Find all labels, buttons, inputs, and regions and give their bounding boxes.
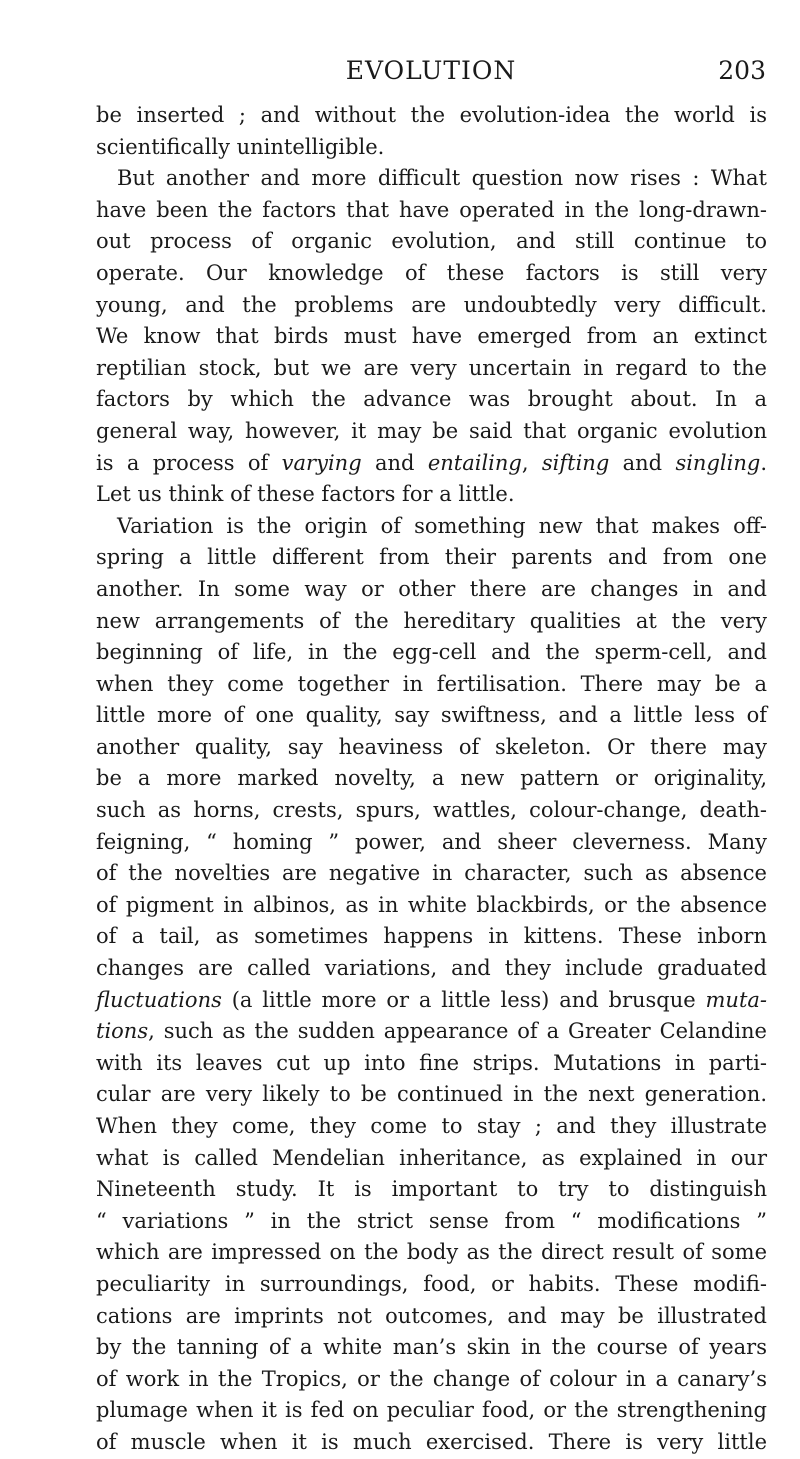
text-line: spring a little different from their parents and from one: [96, 545, 767, 570]
text-line: when they come together in fertilisation. There may be a: [96, 671, 767, 696]
text-line: of the novelties are negative in character, such as absence: [96, 861, 767, 886]
text-line: which are impressed on the body as the direct result of some: [96, 1240, 767, 1265]
italic-term-tions: tions: [96, 1019, 149, 1044]
running-head: [96, 56, 766, 90]
text-line: Nineteenth study. It is important to try to distinguish: [96, 1177, 767, 1202]
italic-term-entailing: entailing: [427, 450, 522, 475]
text-line-with-italics: is a process of varying and entailing, sifting and singling.: [96, 450, 767, 475]
text-line: feigning, “ homing ” power, and sheer cleverness. Many: [96, 829, 767, 854]
text-line: have been the factors that have operated in the long-drawn-: [96, 197, 767, 222]
text-line: of work in the Tropics, or the change of colour in a canary’s: [96, 1366, 767, 1391]
text-line: plumage when it is fed on peculiar food, or the strengthening: [96, 1398, 767, 1423]
text-line: new arrangements of the hereditary qualities at the very: [96, 608, 767, 633]
body-text: [96, 100, 767, 1459]
italic-term-sifting: sifting: [541, 450, 610, 475]
italic-term-fluctuations: fluctuations: [96, 987, 222, 1012]
text-line: by the tanning of a white man’s skin in the course of years: [96, 1335, 767, 1360]
text-line: beginning of life, in the egg-cell and the sperm-cell, and: [96, 640, 767, 665]
text-line: what is called Mendelian inheritance, as explained in our: [96, 1145, 767, 1170]
text-line: another quality, say heaviness of skeleton. Or there may: [96, 734, 767, 759]
text-line: little more of one quality, say swiftness, and a little less of: [96, 703, 767, 728]
text-line: operate. Our knowledge of these factors is still very: [96, 260, 767, 285]
text-line: When they come, they come to stay ; and they illustrate: [96, 1114, 767, 1138]
text-line: cular are very likely to be continued in the next generation.: [96, 1082, 767, 1107]
text-line: such as horns, crests, spurs, wattles, colour-change, death-: [96, 798, 767, 823]
text-line: of a tail, as sometimes happens in kittens. These inborn: [96, 924, 767, 949]
text-line: of pigment in albinos, as in white blackbirds, or the absence: [96, 892, 767, 917]
text-line: be inserted ; and without the evolution-idea the world is: [96, 103, 767, 127]
text-line: out process of organic evolution, and still continue to: [96, 229, 767, 254]
text-line: scientifically unintelligible.: [96, 134, 385, 159]
text-line: factors by which the advance was brought about. In a: [96, 387, 767, 412]
text-line: “ variations ” in the strict sense from “ modifications ”: [96, 1208, 767, 1233]
text-line: Variation is the origin of something new that makes off-: [117, 513, 767, 538]
text-line: cations are imprints not outcomes, and may be illustrated: [96, 1303, 767, 1328]
italic-term-muta: muta-: [705, 987, 767, 1012]
text-line: young, and the problems are undoubtedly very difficult.: [96, 292, 767, 317]
page-number: 203: [718, 56, 766, 85]
text-line-with-italics: tions, such as the sudden appearance of a Greater Celandine: [96, 1019, 767, 1044]
text-line: general way, however, it may be said that organic evolution: [96, 418, 767, 443]
running-title: EVOLUTION: [345, 56, 517, 85]
text-line: reptilian stock, but we are very uncertain in regard to the: [96, 355, 767, 380]
text-line: another. In some way or other there are changes in and: [96, 576, 767, 601]
text-line: Let us think of these factors for a little.: [96, 482, 515, 507]
text-line: be a more marked novelty, a new pattern or originality,: [96, 766, 767, 791]
text-line-with-italics: fluctuations (a little more or a little less) and brusque muta-: [96, 987, 767, 1012]
italic-term-varying: varying: [281, 450, 362, 475]
italic-term-singling: singling: [675, 450, 761, 475]
text-line: of muscle when it is much exercised. There is very little: [96, 1429, 767, 1454]
text-line: changes are called variations, and they include graduated: [96, 956, 767, 981]
text-line: peculiarity in surroundings, food, or habits. These modifi-: [96, 1271, 767, 1296]
text-line: But another and more difficult question now rises : What: [117, 166, 767, 191]
text-line: We know that birds must have emerged from an extinct: [96, 324, 767, 349]
text-line: with its leaves cut up into fine strips. Mutations in parti-: [96, 1050, 767, 1075]
